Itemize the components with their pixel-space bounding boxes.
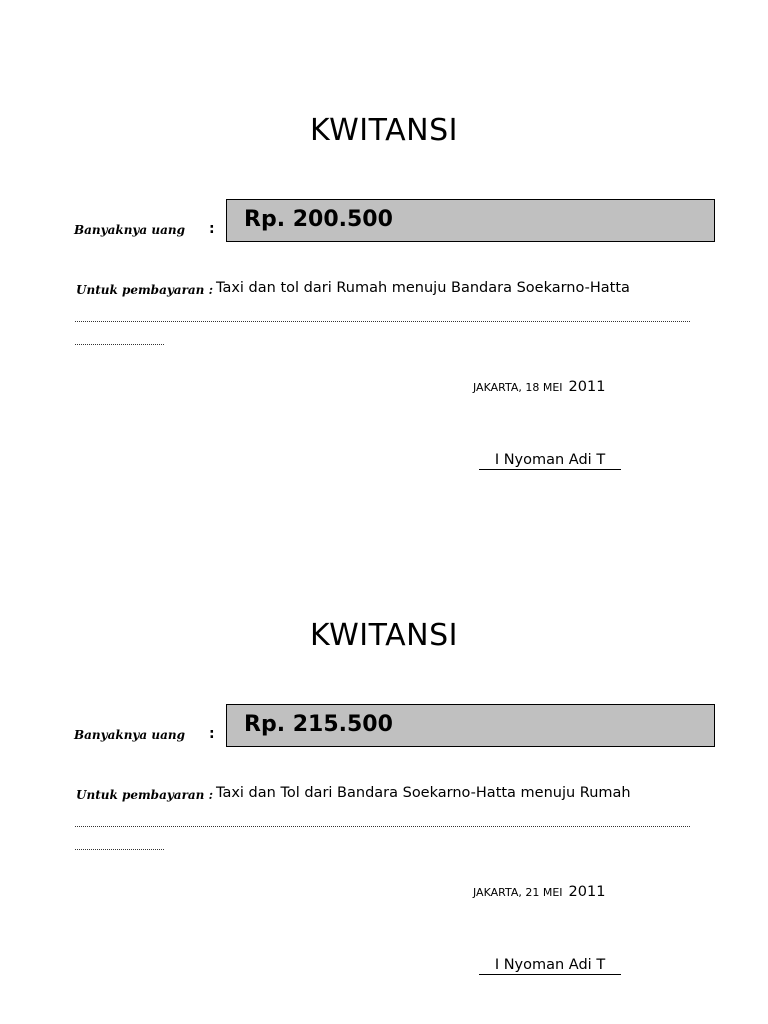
receipt-2 <box>0 505 768 1010</box>
year-text: 2011 <box>568 379 606 395</box>
dotted-line <box>75 822 690 827</box>
purpose-text: Taxi dan Tol dari Bandara Soekarno-Hatta menuju Rumah <box>216 785 631 801</box>
amount-box <box>226 704 715 747</box>
place-date <box>473 881 605 902</box>
place-date-text: JAKARTA, 18 MEI <box>473 381 563 394</box>
amount-value: Rp. 215.500 <box>244 712 393 737</box>
dotted-line-short <box>75 340 164 345</box>
purpose-label: Untuk pembayaran : <box>76 788 214 802</box>
place-date-text: JAKARTA, 21 MEI <box>473 886 563 899</box>
amount-box <box>226 199 715 242</box>
receipt-title: KWITANSI <box>310 113 458 148</box>
amount-colon: : <box>209 726 215 742</box>
amount-label: Banyaknya uang <box>74 728 185 742</box>
amount-value: Rp. 200.500 <box>244 207 393 232</box>
signer-name: I Nyoman Adi T <box>479 452 621 470</box>
receipt-1 <box>0 0 768 505</box>
purpose-label: Untuk pembayaran : <box>76 283 214 297</box>
receipt-title: KWITANSI <box>310 618 458 653</box>
place-date <box>473 376 605 397</box>
signer-name: I Nyoman Adi T <box>479 957 621 975</box>
purpose-text: Taxi dan tol dari Rumah menuju Bandara Soekarno-Hatta <box>216 280 630 296</box>
amount-label: Banyaknya uang <box>74 223 185 237</box>
dotted-line-short <box>75 845 164 850</box>
dotted-line <box>75 317 690 322</box>
year-text: 2011 <box>568 884 606 900</box>
amount-colon: : <box>209 221 215 237</box>
